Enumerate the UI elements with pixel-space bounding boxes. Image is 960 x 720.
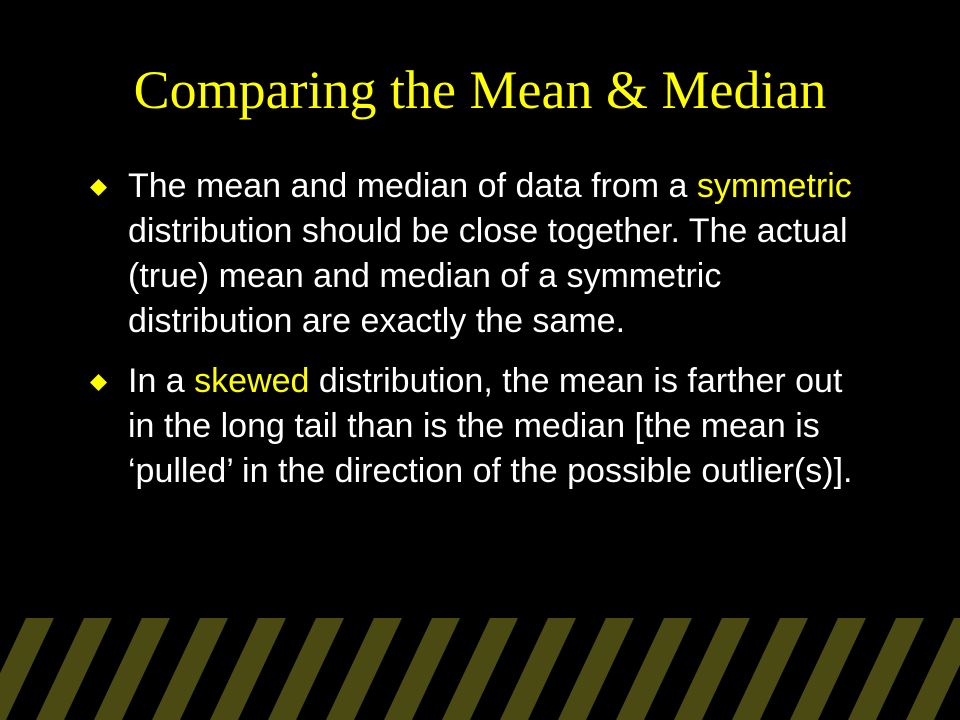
stripe-band (732, 618, 808, 720)
stripe-band (36, 618, 112, 720)
diamond-bullet-icon (90, 374, 107, 391)
stripe-band (152, 618, 228, 720)
stripe-band (94, 618, 170, 720)
bullet-highlight-skewed: skewed (194, 362, 310, 400)
bullet-highlight-symmetric: symmetric (696, 167, 852, 205)
stripe-band (616, 618, 692, 720)
bullet-text-before: In a (128, 362, 195, 400)
bullet-item-skewed (90, 359, 870, 494)
stripe-band (674, 618, 750, 720)
stripe-band (558, 618, 634, 720)
slide-title: Comparing the Mean & Median (133, 60, 827, 120)
stripe-band (384, 618, 460, 720)
diagonal-stripe-footer (0, 618, 960, 720)
stripe-band (500, 618, 576, 720)
stripe-band (848, 618, 924, 720)
bullet-text-before: The mean and median of data from a (128, 167, 697, 205)
stripe-band (442, 618, 518, 720)
bullet-item-symmetric (90, 164, 870, 344)
bullet-text-after: distribution should be close together. The actual (true) mean and median of a symmetric distribution are exactly the same. (128, 212, 848, 340)
stripe-band (210, 618, 286, 720)
stripe-band (326, 618, 402, 720)
diamond-bullet-icon (90, 179, 107, 196)
bullet-text-after: distribution, the mean is farther out in the long tail than is the median [the mean is ‘pulled’ in the direction of the possible outlier(s)]. (128, 362, 853, 490)
stripe-band (268, 618, 344, 720)
stripe-band (790, 618, 866, 720)
bullet-list (90, 164, 870, 509)
